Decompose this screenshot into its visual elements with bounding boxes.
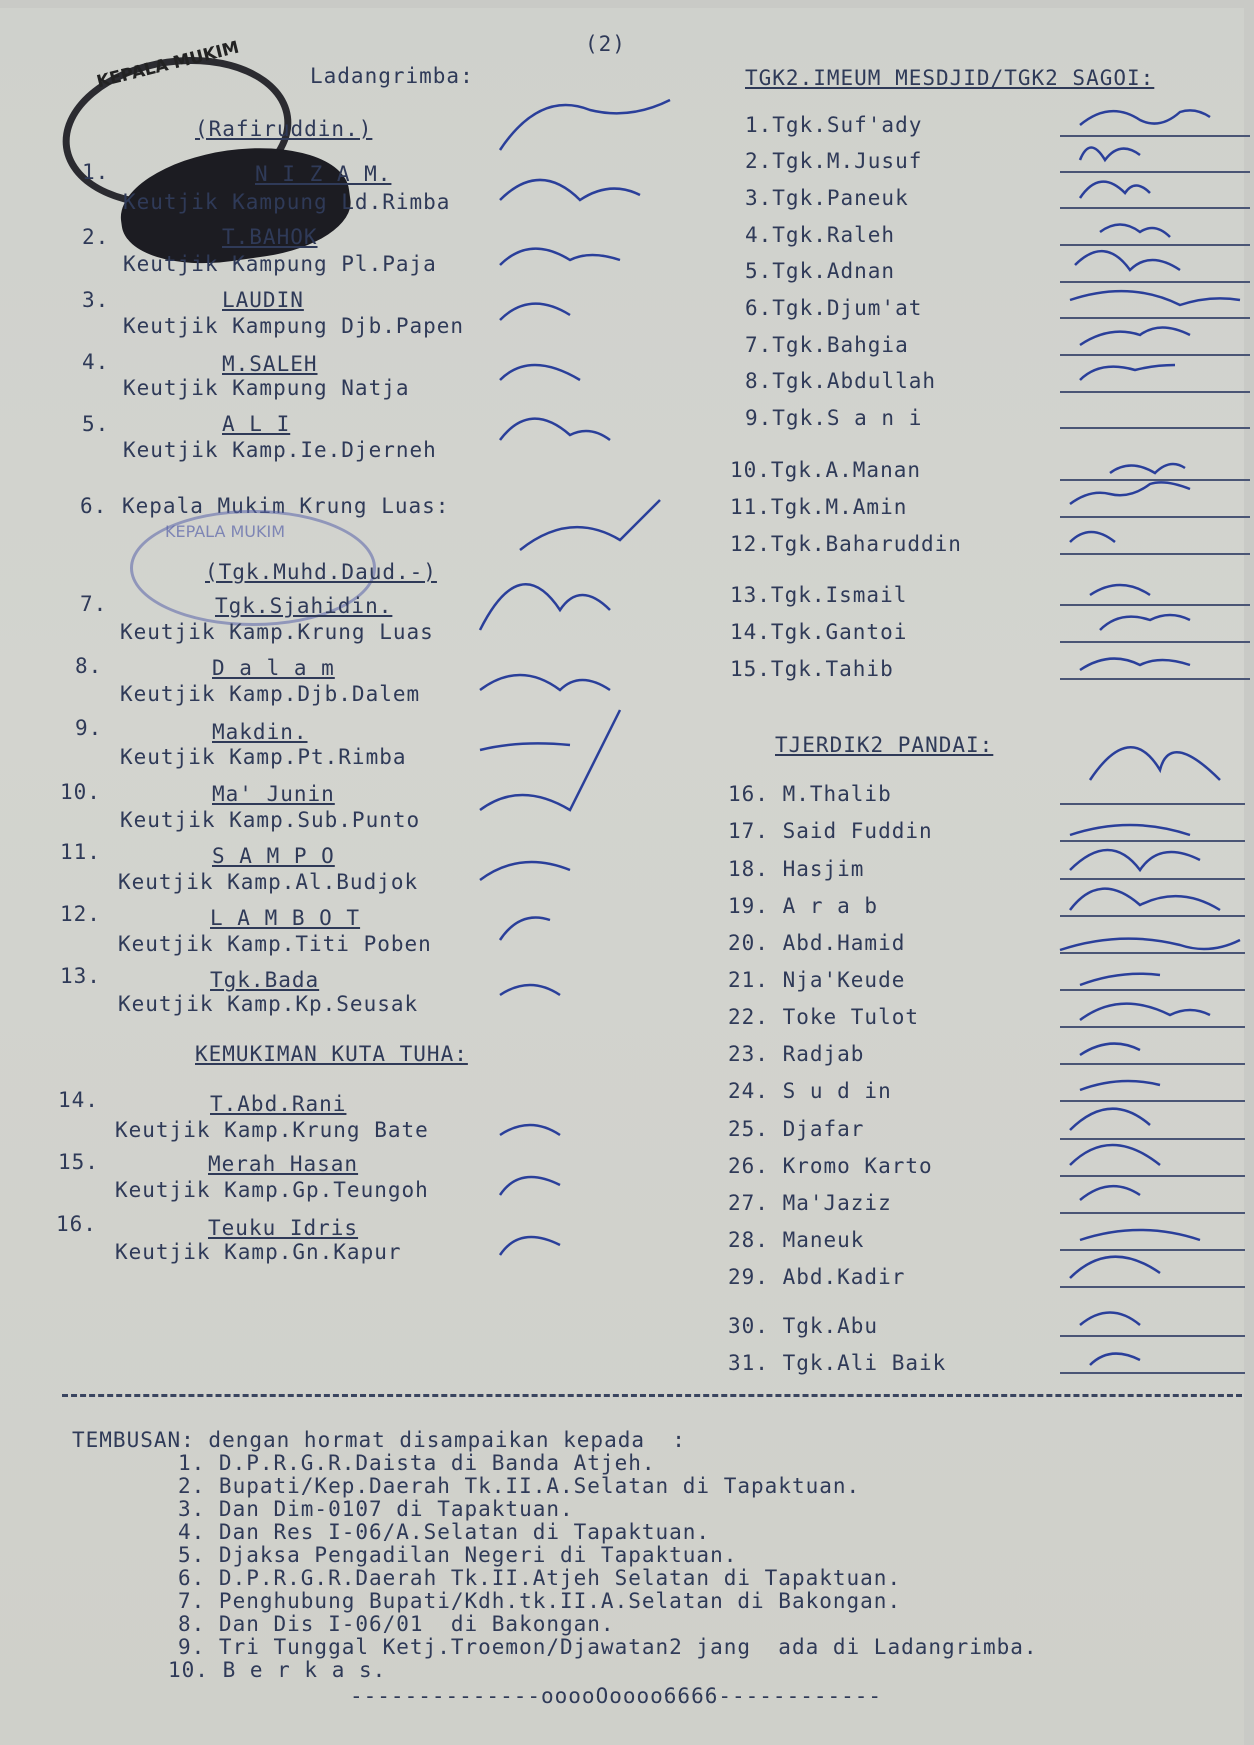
entry-number: 14. xyxy=(58,1088,99,1112)
imeum-item: 1.Tgk.Suf'ady xyxy=(745,113,923,137)
entry-name: Teuku Idris xyxy=(208,1216,359,1240)
entry-number: 5. xyxy=(82,412,110,436)
imeum-item: 9.Tgk.S a n i xyxy=(745,406,923,430)
pandai-item: 28. Maneuk xyxy=(728,1228,865,1252)
left-signature-column xyxy=(440,80,720,1280)
entry-role: Keutjik Kamp.Kp.Seusak xyxy=(118,992,419,1016)
imeum-item: 10.Tgk.A.Manan xyxy=(730,458,922,482)
imeum-item: 4.Tgk.Raleh xyxy=(745,223,896,247)
entry-name: A L I xyxy=(222,412,291,436)
imeum-item: 11.Tgk.M.Amin xyxy=(730,495,908,519)
footer-rule: --------------ooooOoooo6666------------ xyxy=(350,1684,883,1708)
entry-name: Merah Hasan xyxy=(208,1152,359,1176)
tembusan-item: 3. Dan Dim-0107 di Tapaktuan. xyxy=(178,1497,574,1521)
imeum-item: 14.Tgk.Gantoi xyxy=(730,620,908,644)
imeum-item: 12.Tgk.Baharuddin xyxy=(730,532,962,556)
entry-role: Keutjik Kamp.Pt.Rimba xyxy=(120,745,407,769)
entry-role: Keutjik Kamp.Djb.Dalem xyxy=(120,682,421,706)
tembusan-item: 9. Tri Tunggal Ketj.Troemon/Djawatan2 jang ada di Ladangrimba. xyxy=(178,1635,1038,1659)
mukim-head-name: (Rafiruddin.) xyxy=(195,117,373,141)
entry-number: 12. xyxy=(60,902,101,926)
pandai-item: 26. Kromo Karto xyxy=(728,1154,933,1178)
entry-name: L A M B O T xyxy=(210,906,361,930)
blue-stamp-label: KEPALA MUKIM xyxy=(165,522,286,541)
entry-name: M.SALEH xyxy=(222,352,318,376)
stamp-label: KEPALA MUKIM xyxy=(94,37,242,93)
pandai-title: TJERDIK2 PANDAI: xyxy=(775,733,994,757)
entry-name: D a l a m xyxy=(212,656,335,680)
entry-name: S A M P O xyxy=(212,844,335,868)
entry-name: T.BAHOK xyxy=(222,225,318,249)
entry-role: Keutjik Kampung Pl.Paja xyxy=(123,252,437,276)
entry-name: Tgk.Bada xyxy=(210,968,320,992)
entry-role: Keutjik Kamp.Gn.Kapur xyxy=(115,1240,402,1264)
entry-role: Keutjik Kamp.Krung Luas xyxy=(120,620,434,644)
entry-role: Keutjik Kampung Natja xyxy=(123,376,410,400)
entry-role: Keutjik Kamp.Gp.Teungoh xyxy=(115,1178,429,1202)
imeum-item: 15.Tgk.Tahib xyxy=(730,657,894,681)
tembusan-item: 8. Dan Dis I-06/01 di Bakongan. xyxy=(178,1612,615,1636)
entry-number: 2. xyxy=(82,225,110,249)
imeum-item: 3.Tgk.Paneuk xyxy=(745,186,909,210)
pandai-item: 31. Tgk.Ali Baik xyxy=(728,1351,947,1375)
tembusan-item: 4. Dan Res I-06/A.Selatan di Tapaktuan. xyxy=(178,1520,711,1544)
page-number: (2) xyxy=(585,32,626,56)
pandai-item: 29. Abd.Kadir xyxy=(728,1265,906,1289)
pandai-item: 18. Hasjim xyxy=(728,857,865,881)
entry-name: N I Z A M. xyxy=(255,162,392,186)
pandai-item: 27. Ma'Jaziz xyxy=(728,1191,892,1215)
imeum-item: 2.Tgk.M.Jusuf xyxy=(745,149,923,173)
tembusan-item: 1. D.P.R.G.R.Daista di Banda Atjeh. xyxy=(178,1451,656,1475)
section-divider xyxy=(62,1394,1242,1397)
entry-number: 15. xyxy=(58,1150,99,1174)
entry-number: 7. xyxy=(80,592,108,616)
entry-name: T.Abd.Rani xyxy=(210,1092,347,1116)
pandai-item: 24. S u d in xyxy=(728,1079,892,1103)
pandai-item: 30. Tgk.Abu xyxy=(728,1314,879,1338)
tembusan-item: 5. Djaksa Pengadilan Negeri di Tapaktuan. xyxy=(178,1543,738,1567)
imeum-item: 8.Tgk.Abdullah xyxy=(745,369,937,393)
entry-name: Tgk.Sjahidin. xyxy=(215,594,393,618)
pandai-item: 17. Said Fuddin xyxy=(728,819,933,843)
entry-number: 9. xyxy=(75,716,103,740)
pandai-item: 19. A r a b xyxy=(728,894,879,918)
imeum-item: 6.Tgk.Djum'at xyxy=(745,296,923,320)
pandai-item: 25. Djafar xyxy=(728,1117,865,1141)
entry-name: Ma' Junin xyxy=(212,782,335,806)
entry-name: Makdin. xyxy=(212,720,308,744)
pandai-item: 20. Abd.Hamid xyxy=(728,931,906,955)
entry-role: Keutjik Kamp.Ie.Djerneh xyxy=(123,438,437,462)
entry-number: 6. xyxy=(80,494,108,518)
mukim-krung-head-name: (Tgk.Muhd.Daud.-) xyxy=(205,560,437,584)
mukim-krung-label: Kepala Mukim Krung Luas: xyxy=(122,494,450,518)
pandai-item: 21. Nja'Keude xyxy=(728,968,906,992)
tembusan-intro: TEMBUSAN: dengan hormat disampaikan kepada : xyxy=(72,1428,686,1452)
imeum-item: 5.Tgk.Adnan xyxy=(745,259,896,283)
kemukiman-title: KEMUKIMAN KUTA TUHA: xyxy=(195,1042,468,1066)
entry-number: 4. xyxy=(82,350,110,374)
entry-number: 3. xyxy=(82,288,110,312)
pandai-item: 23. Radjab xyxy=(728,1042,865,1066)
entry-role: Keutjik Kampung Ld.Rimba xyxy=(123,190,451,214)
pandai-item: 22. Toke Tulot xyxy=(728,1005,920,1029)
entry-role: Keutjik Kampung Djb.Papen xyxy=(123,314,465,338)
entry-role: Keutjik Kamp.Al.Budjok xyxy=(118,870,419,894)
entry-role: Keutjik Kamp.Sub.Punto xyxy=(120,808,421,832)
tembusan-item: 2. Bupati/Kep.Daerah Tk.II.A.Selatan di Tapaktuan. xyxy=(178,1474,861,1498)
tembusan-item: 6. D.P.R.G.R.Daerah Tk.II.Atjeh Selatan di Tapaktuan. xyxy=(178,1566,902,1590)
imeum-item: 13.Tgk.Ismail xyxy=(730,583,908,607)
entry-role: Keutjik Kamp.Krung Bate xyxy=(115,1118,429,1142)
entry-number: 13. xyxy=(60,964,101,988)
imeum-item: 7.Tgk.Bahgia xyxy=(745,333,909,357)
entry-number: 1. xyxy=(82,160,110,184)
tembusan-item: 7. Penghubung Bupati/Kdh.tk.II.A.Selatan di Bakongan. xyxy=(178,1589,902,1613)
right-signature-column xyxy=(1040,100,1254,1390)
entry-number: 8. xyxy=(75,654,103,678)
entry-number: 10. xyxy=(60,780,101,804)
entry-number: 11. xyxy=(60,840,101,864)
tembusan-item: 10. B e r k a s. xyxy=(168,1658,387,1682)
location-label: Ladangrimba: xyxy=(310,64,474,88)
entry-number: 16. xyxy=(56,1212,97,1236)
entry-name: LAUDIN xyxy=(222,288,304,312)
entry-role: Keutjik Kamp.Titi Poben xyxy=(118,932,432,956)
imeum-title: TGK2.IMEUM MESDJID/TGK2 SAGOI: xyxy=(745,66,1155,90)
pandai-item: 16. M.Thalib xyxy=(728,782,892,806)
